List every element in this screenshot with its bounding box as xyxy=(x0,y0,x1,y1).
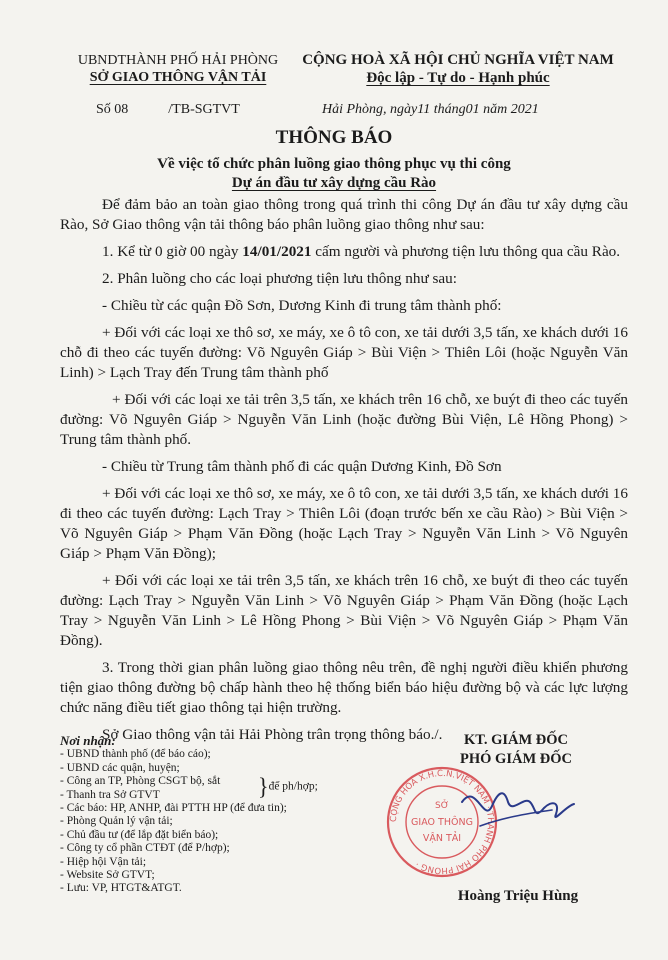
stamp-center-line-1: SỞ xyxy=(435,801,449,811)
signer-name: Hoàng Triệu Hùng xyxy=(457,888,579,904)
signature-line-2: PHÓ GIÁM ĐỐC xyxy=(460,751,572,767)
document-number-suffix: /TB-SGTVT xyxy=(168,102,240,117)
document-number xyxy=(96,102,240,118)
brace-note-text: để ph/hợp; xyxy=(268,780,318,793)
recipient-item: - Công ty cổ phần CTĐT (để P/hợp); xyxy=(60,842,230,855)
document-title: THÔNG BÁO xyxy=(275,127,393,148)
direction-1-heavy-vehicles: + Đối với các loại xe tải trên 3,5 tấn, xe khách trên 16 chỗ, xe buýt đi theo các tuyến đường: Võ Nguyên Giáp > Nguyễn Văn Linh (hoặc đường Bùi Viện, Lê Hồng Phong) > Trung tâm thành phố. xyxy=(60,391,628,448)
agency-line-1: UBNDTHÀNH PHỐ HẢI PHÒNG xyxy=(77,53,279,68)
stamp-center-line-3: VẬN TẢI xyxy=(422,833,462,844)
recipients-brace-note xyxy=(258,772,318,801)
direction-2-heading: - Chiều từ Trung tâm thành phố đi các quận Dương Kinh, Đồ Sơn xyxy=(102,458,502,475)
item-2-paragraph: 2. Phân luồng cho các loại phương tiện lưu thông như sau: xyxy=(102,270,457,287)
direction-2-heavy-vehicles: + Đối với các loại xe tải trên 3,5 tấn, xe khách trên 16 chỗ, xe buýt đi theo các tuyến đường: Lạch Tray > Nguyễn Văn Linh > Võ Nguyên Giáp > Phạm Văn Đồng (hoặc Lạch Tray > Nguyễn Văn Linh > Lê Hồng Phong > Bùi Viện > Võ Nguyên Giáp > Phạm Văn Đồng). xyxy=(60,572,628,649)
recipients-list xyxy=(60,734,360,896)
subject-line-2-text: Dự án đầu tư xây dựng cầu Rào xyxy=(231,175,437,191)
direction-2-light-vehicles: + Đối với các loại xe thô sơ, xe máy, xe ô tô con, xe tải dưới 3,5 tấn, xe khách dưới 16 đi theo các tuyến đường: Lạch Tray > Thiên Lôi (đoạn trước bến xe cầu Rào) > Bùi Viện > Võ Nguyên Giáp > Phạm Văn Đồng (hoặc Lạch Tray > Nguyễn Văn Linh > Võ Nguyên Giáp > Phạm Văn Đồng); xyxy=(60,485,628,562)
nation-header xyxy=(288,51,628,87)
recipient-item: - UBND thành phố (để báo cáo); xyxy=(60,748,211,761)
stamp-ring-textpath: CỘNG HOÀ X.H.C.N.VIỆT NAM · THÀNH PHỐ HẢI PHÒNG · xyxy=(388,768,496,876)
item-1-date: 14/01/2021 xyxy=(242,243,312,260)
subject-line-1: Về việc tổ chức phân luồng giao thông phục vụ thi công xyxy=(157,156,511,172)
item-1-pre: 1. Kể từ 0 giờ 00 ngày xyxy=(102,243,243,260)
document-body xyxy=(60,195,628,752)
recipient-item: - Hiệp hội Vận tải; xyxy=(60,855,147,868)
item-3-paragraph: 3. Trong thời gian phân luồng giao thông nêu trên, đề nghị người điều khiển phương tiện giao thông đường bộ chấp hành theo hệ thống biển báo hiệu đường bộ và các lực lượng chức năng điều tiết giao thông tại hiện trường. xyxy=(60,659,628,716)
nation-line-1: CỘNG HOÀ XÃ HỘI CHỦ NGHĨA VIỆT NAM xyxy=(302,52,614,68)
signature-line-1: KT. GIÁM ĐỐC xyxy=(463,732,569,748)
recipient-item: - Thanh tra Sở GTVT xyxy=(60,788,160,801)
document-number-prefix: Số 08 xyxy=(96,102,129,117)
item-1-paragraph xyxy=(60,242,628,262)
direction-1-heading: - Chiều từ các quận Đồ Sơn, Dương Kinh đi trung tâm thành phố: xyxy=(102,297,502,314)
recipient-item: - Chủ đầu tư (để lắp đặt biển báo); xyxy=(60,828,219,841)
place-date: Hải Phòng, ngày11 tháng01 năm 2021 xyxy=(322,102,539,117)
recipients-heading: Nơi nhận: xyxy=(60,733,116,748)
recipient-item: - Các báo: HP, ANHP, đài PTTH HP (để đưa tin); xyxy=(60,802,287,815)
recipient-item: - UBND các quận, huyện; xyxy=(60,761,180,774)
agency-header xyxy=(58,52,298,86)
subject-line-2 xyxy=(0,175,668,192)
nation-motto: Độc lập - Tự do - Hạnh phúc xyxy=(366,70,550,86)
recipient-item: - Phòng Quản lý vận tải; xyxy=(60,815,173,828)
agency-line-2: SỞ GIAO THÔNG VẬN TẢI xyxy=(89,70,267,85)
recipient-item: - Lưu: VP, HTGT&ATGT. xyxy=(60,882,182,895)
intro-paragraph: Để đảm bảo an toàn giao thông trong quá trình thi công Dự án đầu tư xây dựng cầu Rào, Sở Giao thông vận tải thông báo phân luồng giao thông như sau: xyxy=(60,196,628,233)
recipient-item: - Công an TP, Phòng CSGT bộ, sắt xyxy=(60,775,221,788)
official-stamp-icon xyxy=(384,762,624,882)
stamp-center-line-2: GIAO THÔNG xyxy=(411,817,473,828)
direction-1-light-vehicles: + Đối với các loại xe thô sơ, xe máy, xe ô tô con, xe tải dưới 3,5 tấn, xe khách dưới 16 chỗ đi theo các tuyến đường: Võ Nguyên Giáp > Bùi Viện > Thiên Lôi (hoặc Nguyễn Văn Linh) > Lạch Tray đến Trung tâm thành phố xyxy=(60,324,628,381)
recipient-item: - Website Sở GTVT; xyxy=(60,869,155,882)
closing-paragraph: Sở Giao thông vận tải Hải Phòng trân trọng thông báo./. xyxy=(102,726,443,743)
item-1-post: cấm người và phương tiện lưu thông qua cầu Rào. xyxy=(311,243,621,260)
brace-icon: } xyxy=(258,772,269,801)
